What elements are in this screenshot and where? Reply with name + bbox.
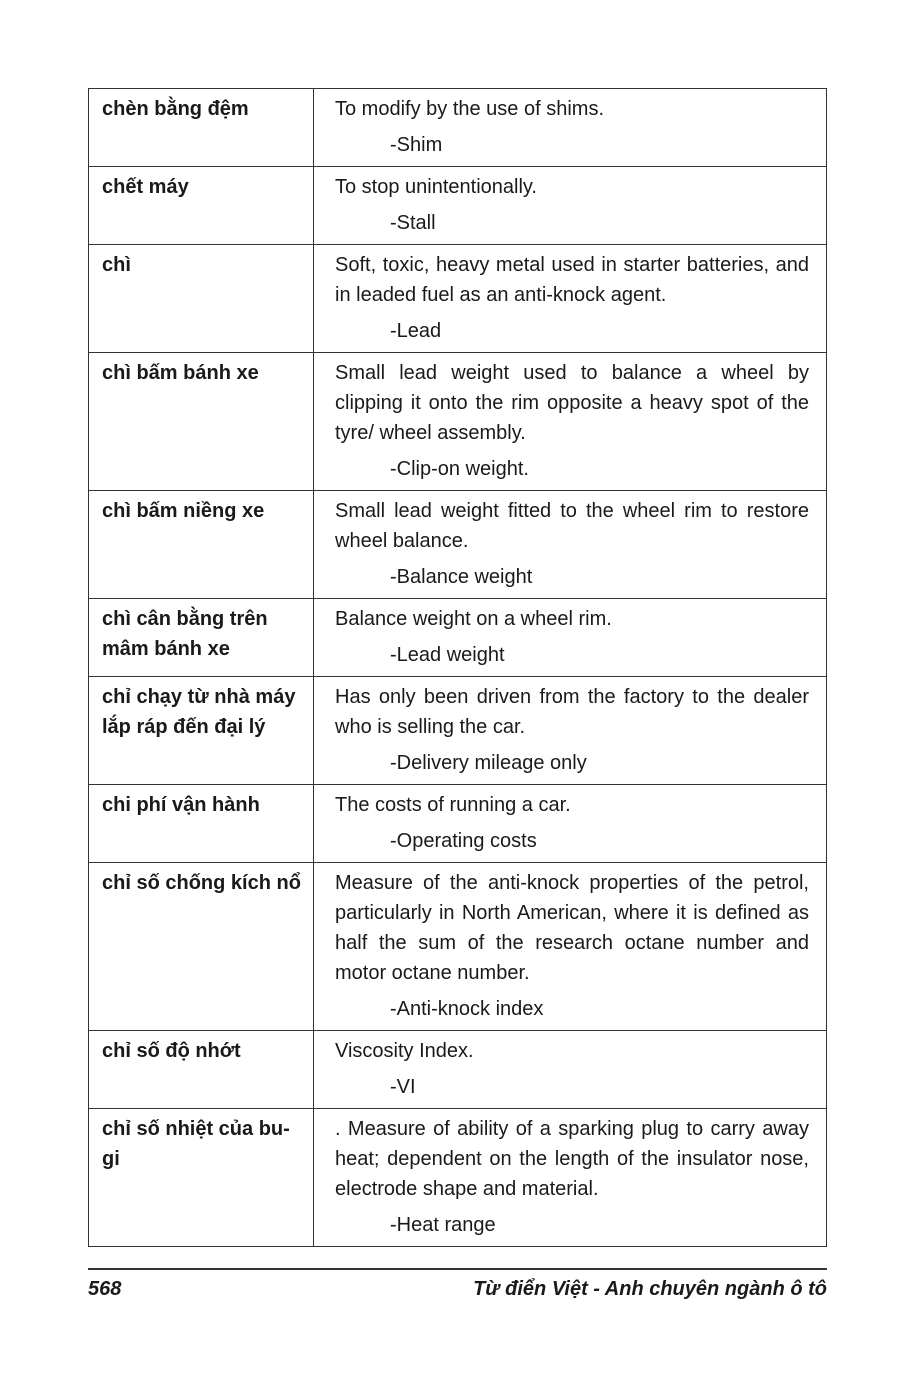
english-term: -Lead [390,320,442,342]
page-footer [88,1268,827,1301]
definition-cell [314,677,827,785]
english-term: -Operating costs [390,830,537,852]
definition-text: To stop unintentionally. [335,176,537,198]
english-term: -Stall [390,212,436,234]
term-cell: chì bấm bánh xe [89,353,314,491]
table-row [89,677,827,785]
definition-text: Has only been driven from the factory to the dealer who is selling the car. [335,686,809,738]
english-term: -Shim [390,134,443,156]
book-title: Từ điển Việt - Anh chuyên ngành ô tô [473,1278,827,1300]
definition-cell [314,863,827,1031]
table-row [89,167,827,245]
definition-text: Soft, toxic, heavy metal used in starter batteries, and in leaded fuel as an anti-knock agent. [335,254,809,306]
definition-text: Balance weight on a wheel rim. [335,608,612,630]
definition-cell [314,1031,827,1109]
term-cell: chỉ số nhiệt của bu-gi [89,1109,314,1247]
table-row [89,353,827,491]
english-term: -Heat range [390,1214,496,1236]
dictionary-table [88,88,827,1247]
english-term: -Lead weight [390,644,505,666]
table-row [89,599,827,677]
definition-text: Small lead weight used to balance a wheel by clipping it onto the rim opposite a heavy spot of the tyre/ wheel assembly. [335,362,809,444]
term-cell: chết máy [89,167,314,245]
definition-cell [314,245,827,353]
english-term: -Balance weight [390,566,533,588]
definition-cell [314,167,827,245]
english-term: -Delivery mileage only [390,752,587,774]
definition-cell [314,599,827,677]
page-number: 568 [88,1278,122,1300]
definition-cell [314,785,827,863]
term-cell: chỉ số độ nhớt [89,1031,314,1109]
definition-cell [314,353,827,491]
definition-text: To modify by the use of shims. [335,98,605,120]
definition-text: The costs of running a car. [335,794,571,816]
definition-cell [314,1109,827,1247]
table-row [89,1031,827,1109]
term-cell: chỉ số chống kích nổ [89,863,314,1031]
definition-text: Small lead weight fitted to the wheel rim to restore wheel balance. [335,500,809,552]
term-cell: chèn bằng đệm [89,89,314,167]
definition-cell [314,89,827,167]
term-cell: chi phí vận hành [89,785,314,863]
english-term: -Clip-on weight. [390,458,529,480]
english-term: -VI [390,1076,416,1098]
table-row [89,1109,827,1247]
definition-text: . Measure of ability of a sparking plug to carry away heat; dependent on the length of the insulator nose, electrode shape and material. [335,1118,809,1200]
english-term: -Anti-knock index [390,998,544,1020]
definition-text: Measure of the anti-knock properties of the petrol, particularly in North American, where it is defined as half the sum of the research octane number and motor octane number. [335,872,809,984]
term-cell: chì cân bằng trên mâm bánh xe [89,599,314,677]
table-row [89,491,827,599]
table-row [89,785,827,863]
term-cell: chì bấm niềng xe [89,491,314,599]
term-cell: chỉ chạy từ nhà máy lắp ráp đến đại lý [89,677,314,785]
term-cell: chì [89,245,314,353]
definition-cell [314,491,827,599]
definition-text: Viscosity Index. [335,1040,474,1062]
table-row [89,245,827,353]
table-row [89,89,827,167]
table-row [89,863,827,1031]
